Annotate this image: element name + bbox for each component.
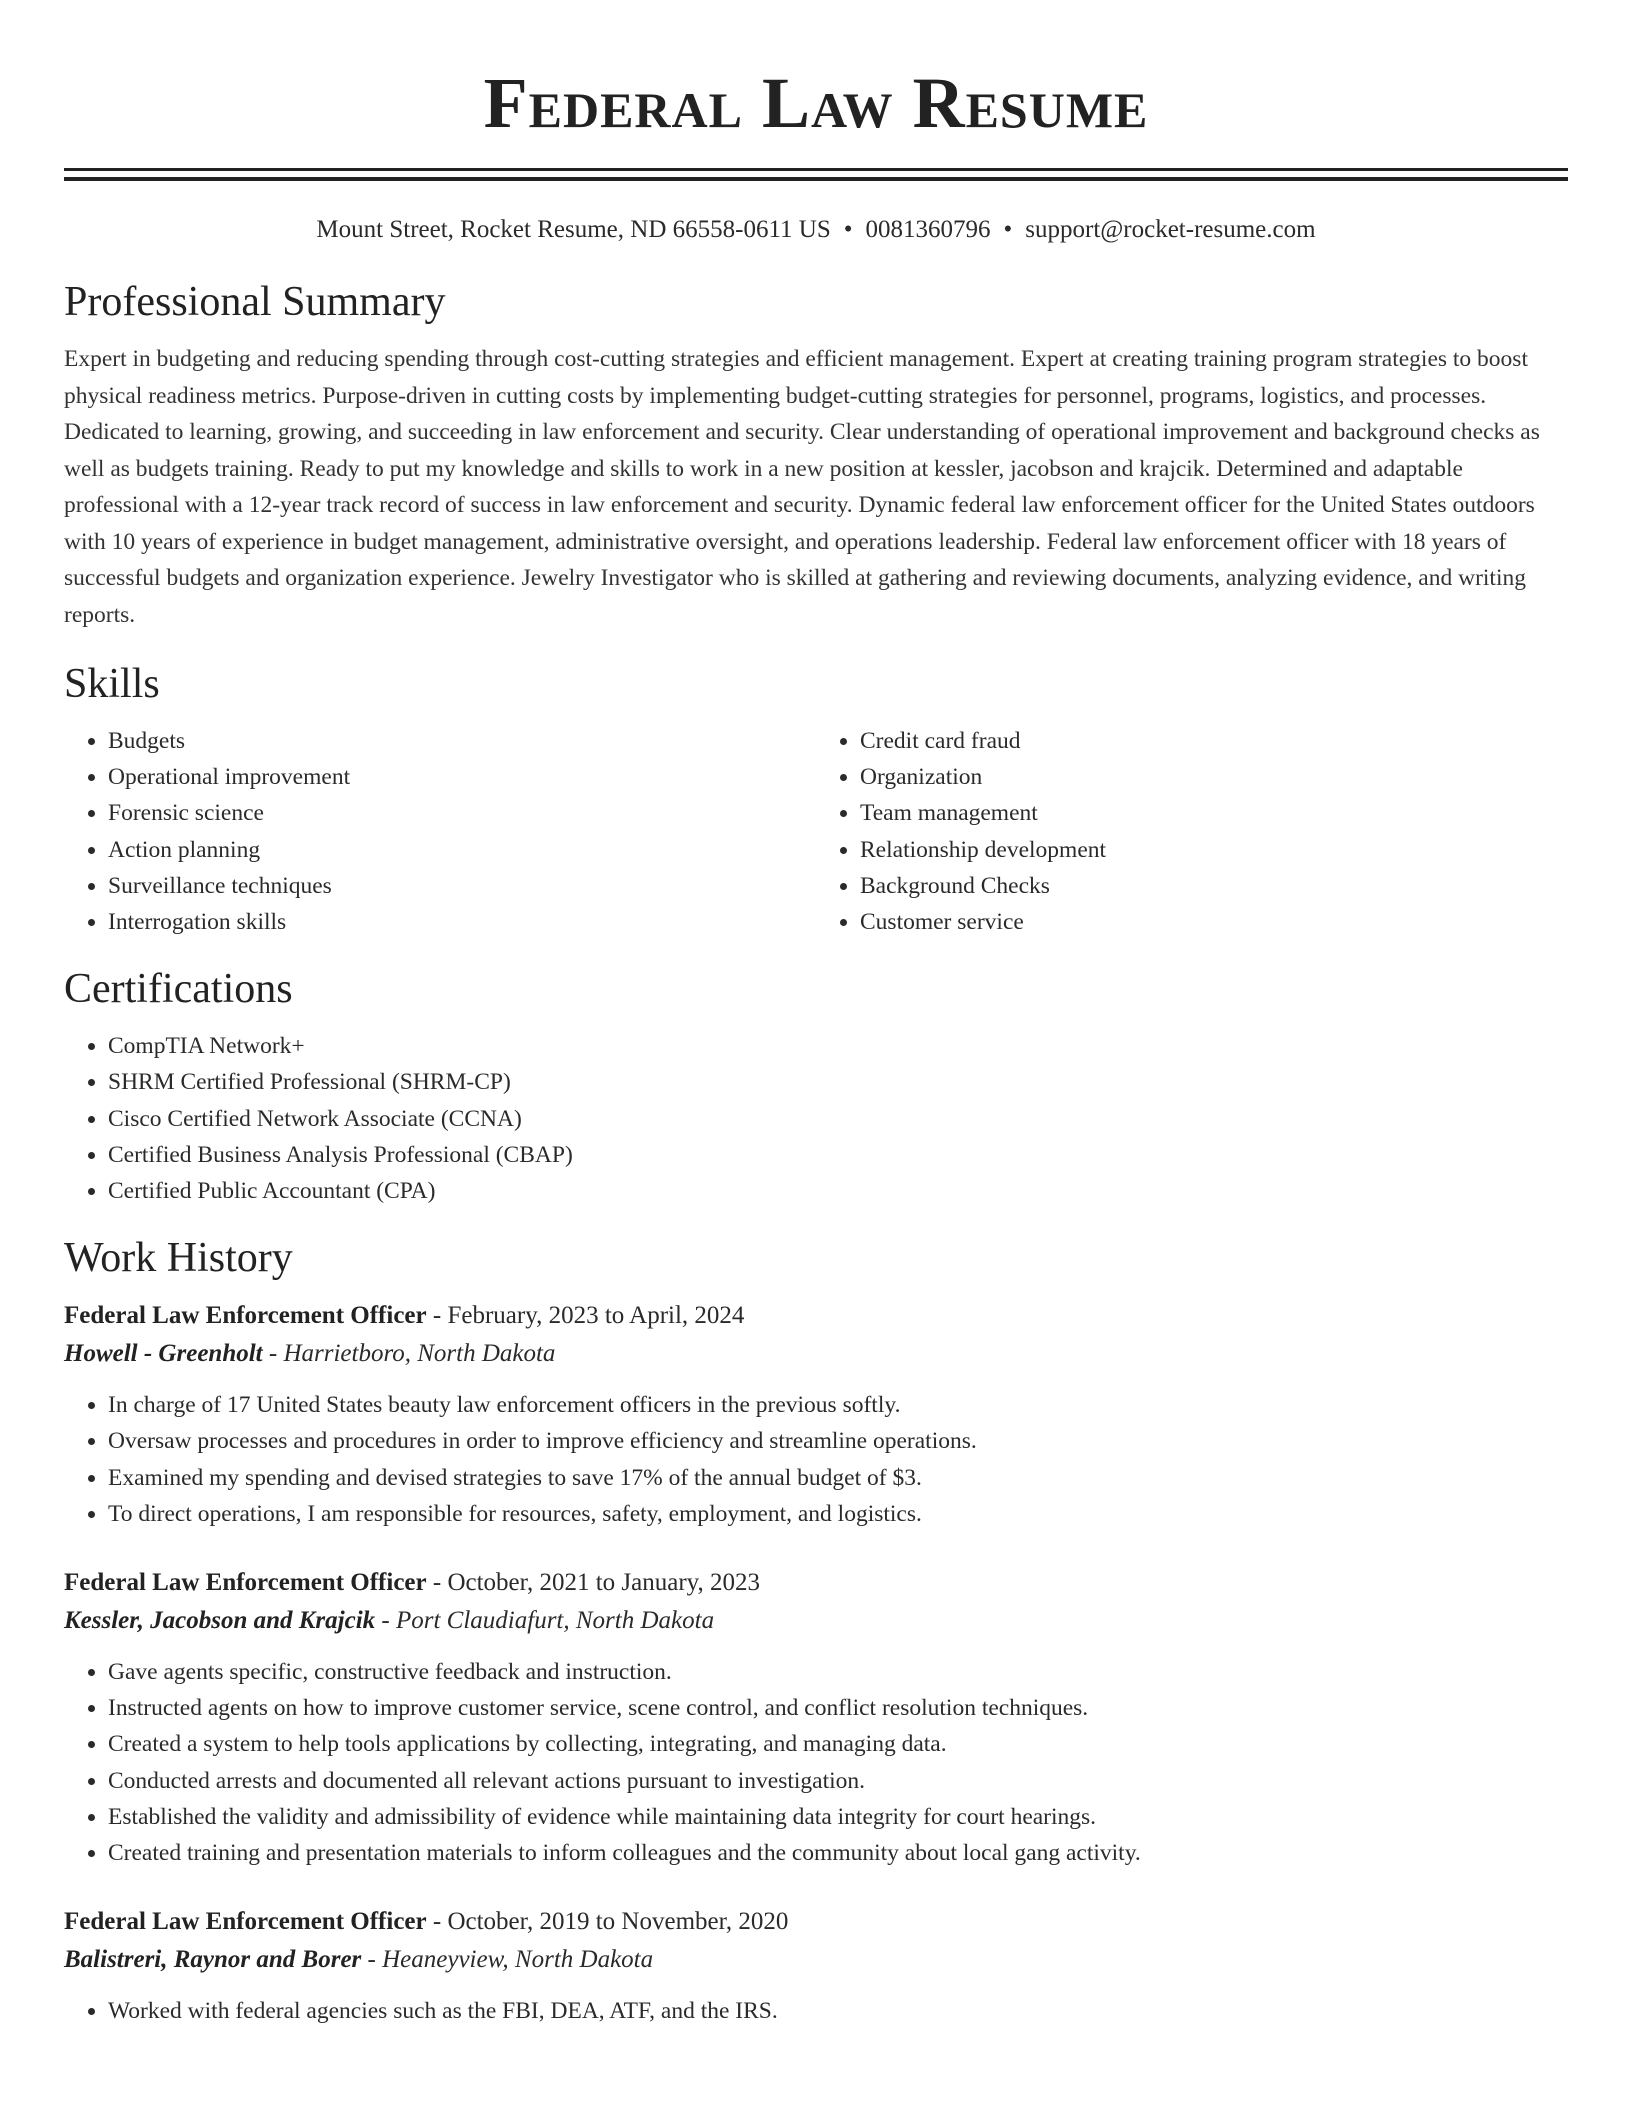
- skills-list-left: [64, 723, 816, 940]
- list-item: • Budgets: [108, 723, 816, 759]
- job-company-line: [64, 1335, 1568, 1373]
- job-company: Balistreri, Raynor and Borer: [64, 1946, 362, 1974]
- job-company: Kessler, Jacobson and Krajcik: [64, 1607, 376, 1635]
- list-item: • Action planning: [108, 832, 816, 868]
- job-dash: -: [262, 1340, 284, 1368]
- list-item: • CompTIA Network+: [108, 1028, 1568, 1064]
- certifications-heading: Certifications: [64, 966, 293, 1013]
- list-item: • In charge of 17 United States beauty law enforcement officers in the previous softly.: [108, 1387, 1568, 1423]
- job-location: Harrietboro, North Dakota: [283, 1340, 556, 1368]
- job-title-line: [64, 1903, 1568, 1941]
- list-item: • Credit card fraud: [860, 723, 1568, 759]
- list-item: • Created training and presentation materials to inform colleagues and the community about local gang activity.: [108, 1835, 1568, 1871]
- job-title: Federal Law Enforcement Officer: [64, 1569, 427, 1597]
- list-item: • To direct operations, I am responsible for resources, safety, employment, and logistics.: [108, 1496, 1568, 1532]
- contact-address: Mount Street, Rocket Resume, ND 66558-0611 US: [316, 216, 831, 243]
- list-item: • Customer service: [860, 904, 1568, 940]
- list-item: • Team management: [860, 795, 1568, 831]
- list-item: • Organization: [860, 759, 1568, 795]
- job-title: Federal Law Enforcement Officer: [64, 1908, 427, 1936]
- job-bullets: [64, 1654, 1568, 1871]
- list-item: • Created a system to help tools applications by collecting, integrating, and managing data.: [108, 1726, 1568, 1762]
- list-item: • Conducted arrests and documented all relevant actions pursuant to investigation.: [108, 1763, 1568, 1799]
- contact-line: [64, 215, 1568, 245]
- list-item: • Gave agents specific, constructive feedback and instruction.: [108, 1654, 1568, 1690]
- work-history-heading: Work History: [64, 1235, 293, 1282]
- job-entry: [64, 1564, 1568, 1871]
- summary-heading: Professional Summary: [64, 279, 446, 325]
- job-company-line: [64, 1941, 1568, 1979]
- list-item: • Forensic science: [108, 795, 816, 831]
- job-bullets: [64, 1387, 1568, 1532]
- list-item: • Operational improvement: [108, 759, 816, 795]
- job-bullets: [64, 1993, 1568, 2029]
- job-title-line: [64, 1564, 1568, 1602]
- job-entry: [64, 1297, 1568, 1532]
- list-item: • Instructed agents on how to improve customer service, scene control, and conflict resolution techniques.: [108, 1690, 1568, 1726]
- skills-list-right: [816, 723, 1568, 940]
- job-dash: -: [426, 1908, 448, 1936]
- list-item: • Interrogation skills: [108, 904, 816, 940]
- list-item: • Examined my spending and devised strategies to save 17% of the annual budget of $3.: [108, 1460, 1568, 1496]
- job-dash: -: [426, 1302, 448, 1330]
- job-title-line: [64, 1297, 1568, 1335]
- job-entry: [64, 1903, 1568, 2029]
- list-item: • Cisco Certified Network Associate (CCNA): [108, 1101, 1568, 1137]
- header-divider-bottom: [64, 177, 1568, 181]
- job-dates: October, 2021 to January, 2023: [447, 1569, 761, 1597]
- list-item: • Certified Business Analysis Professional (CBAP): [108, 1137, 1568, 1173]
- job-location: Heaneyview, North Dakota: [382, 1946, 654, 1974]
- contact-phone: 0081360796: [865, 216, 991, 243]
- job-dash: -: [426, 1569, 448, 1597]
- job-location: Port Claudiafurt, North Dakota: [395, 1607, 715, 1635]
- contact-separator: •: [843, 216, 853, 243]
- summary-text: Expert in budgeting and reducing spending through cost-cutting strategies and efficient management. Expert at creating training program strategies to boost physical readiness metrics. Purpose-driven in cutting costs by implementing budget-cutting strategies for personnel, programs, logistics, and processes. Dedicated to learning, growing, and succeeding in law enforcement and security. Clear understanding of operational improvement and background checks as well as budgets training. Ready to put my knowledge and skills to work in a new position at kessler, jacobson and krajcik. Determined and adaptable professional with a 12-year track record of success in law enforcement and security. Dynamic federal law enforcement officer for the United States outdoors with 10 years of experience in budget management, administrative oversight, and operations leadership. Federal law enforcement officer with 18 years of successful budgets and organization experience. Jewelry Investigator who is skilled at gathering and reviewing documents, analyzing evidence, and writing reports.: [64, 346, 1540, 628]
- contact-separator: •: [1003, 216, 1013, 243]
- job-company-line: [64, 1602, 1568, 1640]
- job-dash: -: [361, 1946, 383, 1974]
- list-item: • Relationship development: [860, 832, 1568, 868]
- job-company: Howell - Greenholt: [64, 1340, 263, 1368]
- list-item: • Certified Public Accountant (CPA): [108, 1173, 1568, 1209]
- skills-heading: Skills: [64, 661, 160, 707]
- job-dates: October, 2019 to November, 2020: [447, 1908, 789, 1936]
- list-item: • Oversaw processes and procedures in order to improve efficiency and streamline operations.: [108, 1423, 1568, 1459]
- list-item: • Background Checks: [860, 868, 1568, 904]
- resume-page: [64, 0, 1568, 2029]
- list-item: • SHRM Certified Professional (SHRM-CP): [108, 1064, 1568, 1100]
- list-item: • Established the validity and admissibility of evidence while maintaining data integrity for court hearings.: [108, 1799, 1568, 1835]
- skills-columns: [64, 723, 1568, 940]
- certifications-list: [64, 1028, 1568, 1209]
- resume-title: Federal Law Resume: [483, 63, 1149, 143]
- contact-email: support@rocket-resume.com: [1025, 216, 1316, 243]
- job-dates: February, 2023 to April, 2024: [447, 1302, 745, 1330]
- job-title: Federal Law Enforcement Officer: [64, 1302, 427, 1330]
- list-item: • Surveillance techniques: [108, 868, 816, 904]
- list-item: • Worked with federal agencies such as the FBI, DEA, ATF, and the IRS.: [108, 1993, 1568, 2029]
- job-dash: -: [375, 1607, 396, 1635]
